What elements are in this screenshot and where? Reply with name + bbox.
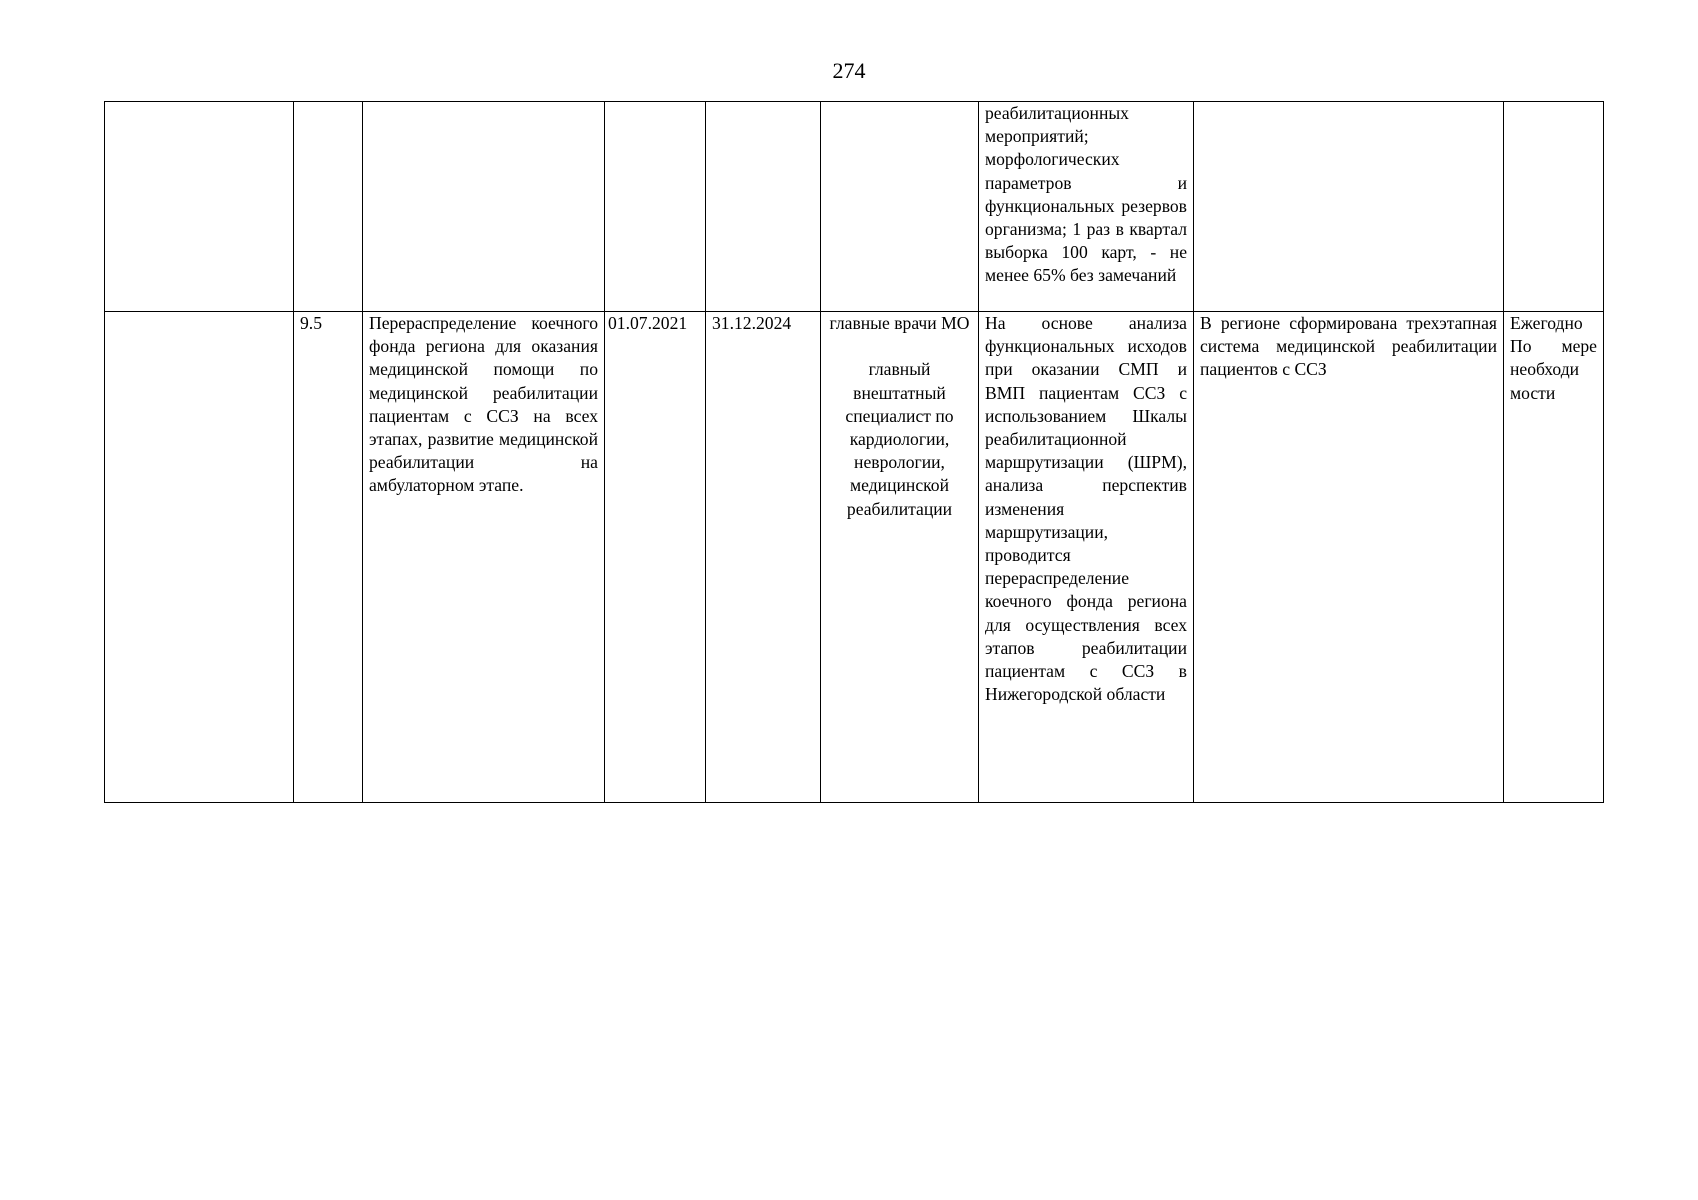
cell-period: [1504, 312, 1604, 803]
table-row: [105, 102, 1604, 312]
responsible-chief-doctors: главные врачи МО: [829, 313, 970, 333]
cell-end-date: 31.12.2024: [706, 312, 821, 803]
period-annually: Ежегодно: [1510, 313, 1583, 333]
period-as-needed: По мере необходи мости: [1510, 336, 1597, 403]
cell-number: 9.5: [294, 312, 363, 803]
cell-activity-name: Перераспределение коечного фонда региона для оказания медицинской помощи по медицинской реабилитации пациентам с ССЗ на всех этапах, развитие медицинской реабилитации на амбулаторном этапе.: [363, 312, 605, 803]
cell-indicator: реабилитационных мероприятий; морфологических параметров и функциональных резервов организма; 1 раз в квартал выборка 100 карт, - не менее 65% без замечаний: [979, 102, 1194, 312]
cell-responsible: [821, 102, 979, 312]
responsible-chief-specialist: главный внештатный специалист по кардиологии, неврологии, медицинской реабилитации: [845, 359, 954, 519]
cell-activity-name: [363, 102, 605, 312]
cell-end-date: [706, 102, 821, 312]
cell-section: [105, 312, 294, 803]
page-number: 274: [832, 58, 866, 83]
cell-result: [1194, 102, 1504, 312]
activities-table: [104, 101, 1604, 803]
cell-start-date: [605, 102, 706, 312]
cell-period: [1504, 102, 1604, 312]
cell-responsible: [821, 312, 979, 803]
cell-section: [105, 102, 294, 312]
cell-start-date: 01.07.2021: [605, 312, 706, 803]
spacer: [827, 335, 972, 358]
cell-number: [294, 102, 363, 312]
cell-indicator: На основе анализа функциональных исходов при оказании СМП и ВМП пациентам ССЗ с использованием Шкалы реабилитационной маршрутизации (ШРМ), анализа перспектив изменения маршрутизации, проводится перераспределение коечного фонда региона для осуществления всех этапов реабилитации пациентам с ССЗ в Нижегородской области: [979, 312, 1194, 803]
table-row: [105, 312, 1604, 803]
cell-result: В регионе сформирована трехэтапная система медицинской реабилитации пациентов с ССЗ: [1194, 312, 1504, 803]
